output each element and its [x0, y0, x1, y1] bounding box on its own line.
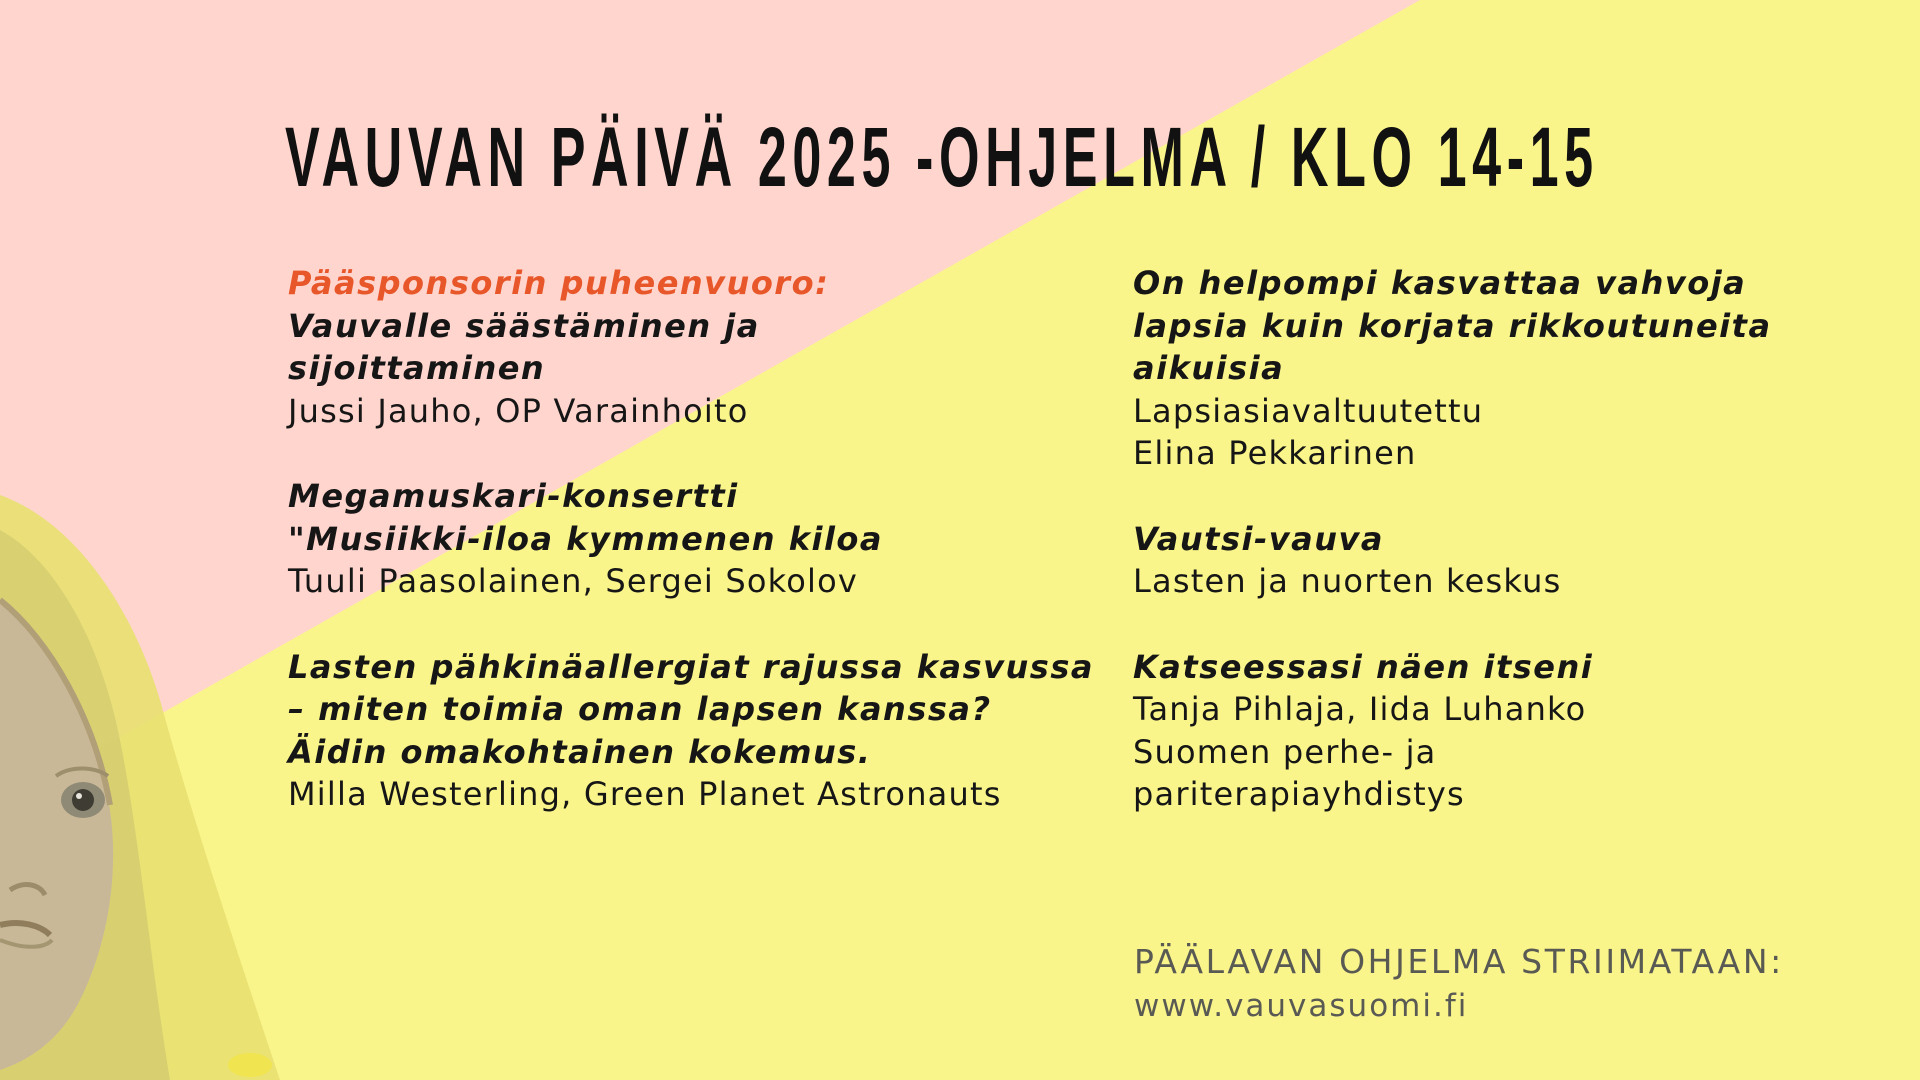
program-item-title: Vauvalle säästäminen ja [288, 306, 760, 345]
program-item-title: Megamuskari-konsertti [288, 477, 739, 515]
program-item-title: Vautsi-vauva [1133, 519, 1384, 558]
program-item [288, 646, 1108, 816]
program-item [1133, 518, 1893, 603]
program-item-title: sijoittaminen [288, 349, 546, 387]
program-item-speaker: pariterapiayhdistys [1133, 775, 1465, 813]
program-item-title: aikuisia [1133, 349, 1285, 387]
program-item-title: Lasten pähkinäallergiat rajussa kasvussa [288, 647, 1094, 686]
program-item-title: – miten toimia oman lapsen kanssa? [288, 690, 992, 728]
program-item-speaker: Milla Westerling, Green Planet Astronauts [288, 775, 1002, 813]
program-item-title: On helpompi kasvattaa vahvoja [1133, 264, 1747, 302]
program-item-title: Äidin omakohtainen kokemus. [288, 732, 872, 771]
program-item-title: lapsia kuin korjata rikkoutuneita [1133, 306, 1772, 345]
program-column-left [288, 262, 1108, 859]
program-item-speaker: Tuuli Paasolainen, Sergei Sokolov [288, 562, 859, 600]
program-item-title: "Musiikki-iloa kymmenen kiloa [288, 519, 883, 558]
program-item-label: Pääsponsorin puheenvuoro: [288, 264, 830, 302]
program-item [1133, 262, 1893, 475]
program-item [288, 475, 1108, 603]
program-item-speaker: Lapsiasiavaltuutettu [1133, 391, 1484, 430]
program-item [288, 262, 1108, 432]
program-item-title: Katseessasi näen itseni [1133, 647, 1594, 686]
program-item-speaker: Tanja Pihlaja, Iida Luhanko [1133, 690, 1587, 728]
page-title: VAUVAN PÄIVÄ 2025 -OHJELMA / KLO 14-15 [285, 109, 1599, 204]
program-item [1133, 646, 1893, 816]
website-link[interactable]: www.vauvasuomi.fi [1134, 988, 1469, 1024]
program-item-speaker: Suomen perhe- ja [1133, 732, 1437, 771]
stream-label: PÄÄLAVAN OHJELMA STRIIMATAAN: [1134, 942, 1784, 981]
stream-info [1134, 940, 1784, 1028]
program-item-speaker: Lasten ja nuorten keskus [1133, 562, 1562, 600]
program-item-speaker: Jussi Jauho, OP Varainhoito [288, 391, 749, 430]
program-column-right [1133, 262, 1893, 859]
program-item-speaker: Elina Pekkarinen [1133, 434, 1417, 472]
